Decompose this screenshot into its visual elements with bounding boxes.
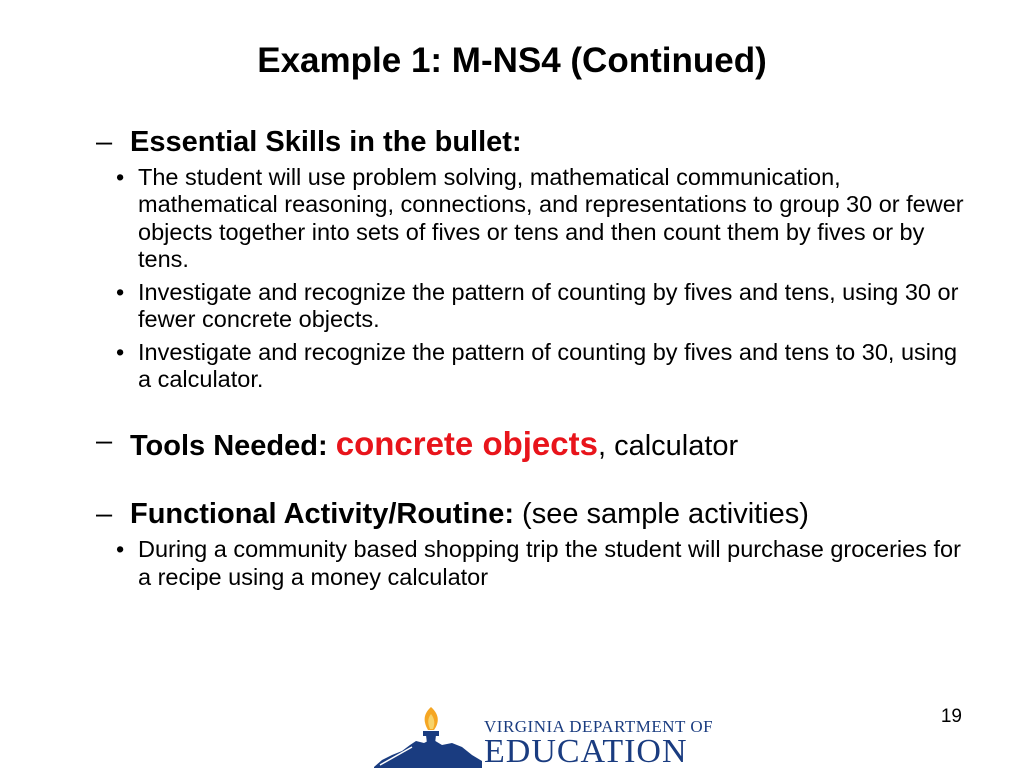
tools-rest: , calculator <box>597 429 739 462</box>
functional-activity-list <box>96 536 976 591</box>
dash-marker: – <box>96 498 113 531</box>
functional-activity-item <box>96 497 976 532</box>
dash-marker: – <box>96 424 113 457</box>
logo-line2: EDUCATION <box>484 733 688 770</box>
bullet-marker: • <box>116 338 125 365</box>
list-item <box>116 339 976 394</box>
slide-content <box>96 125 976 596</box>
functional-activity-heading: Functional Activity/Routine: <box>130 498 514 531</box>
vdoe-logo <box>372 705 714 770</box>
bullet-marker: • <box>116 163 125 190</box>
functional-activity-note: (see sample activities) <box>522 498 809 531</box>
bullet-text: Investigate and recognize the pattern of counting by fives and tens to 30, using a calculator. <box>138 338 958 393</box>
dash-marker: – <box>96 126 113 158</box>
slide-title: Example 1: M-NS4 (Continued) <box>257 41 767 80</box>
essential-skills-list <box>96 164 976 394</box>
list-item <box>116 536 976 591</box>
essential-skills-heading: Essential Skills in the bullet: <box>130 126 522 158</box>
list-item <box>116 164 976 274</box>
virginia-torch-icon <box>372 705 484 768</box>
bullet-marker: • <box>116 278 125 305</box>
list-item <box>116 279 976 334</box>
essential-skills-item <box>96 125 976 160</box>
bullet-marker: • <box>116 536 125 563</box>
page-number: 19 <box>940 706 962 727</box>
tools-needed-heading: Tools Needed: <box>130 429 328 462</box>
tools-highlight: concrete objects <box>335 424 598 462</box>
bullet-text: The student will use problem solving, mathematical communication, mathematical reasoning, connections, and representations to group 30 or fewer objects together into sets of fives or tens and then count them by fives or by tens. <box>138 163 964 273</box>
bullet-text: During a community based shopping trip the student will purchase groceries for a recipe using a money calculator <box>138 536 961 590</box>
bullet-text: Investigate and recognize the pattern of counting by fives and tens, using 30 or fewer concrete objects. <box>138 278 959 333</box>
tools-needed-item <box>96 424 976 464</box>
logo-line1: VIRGINIA DEPARTMENT OF <box>484 717 714 736</box>
